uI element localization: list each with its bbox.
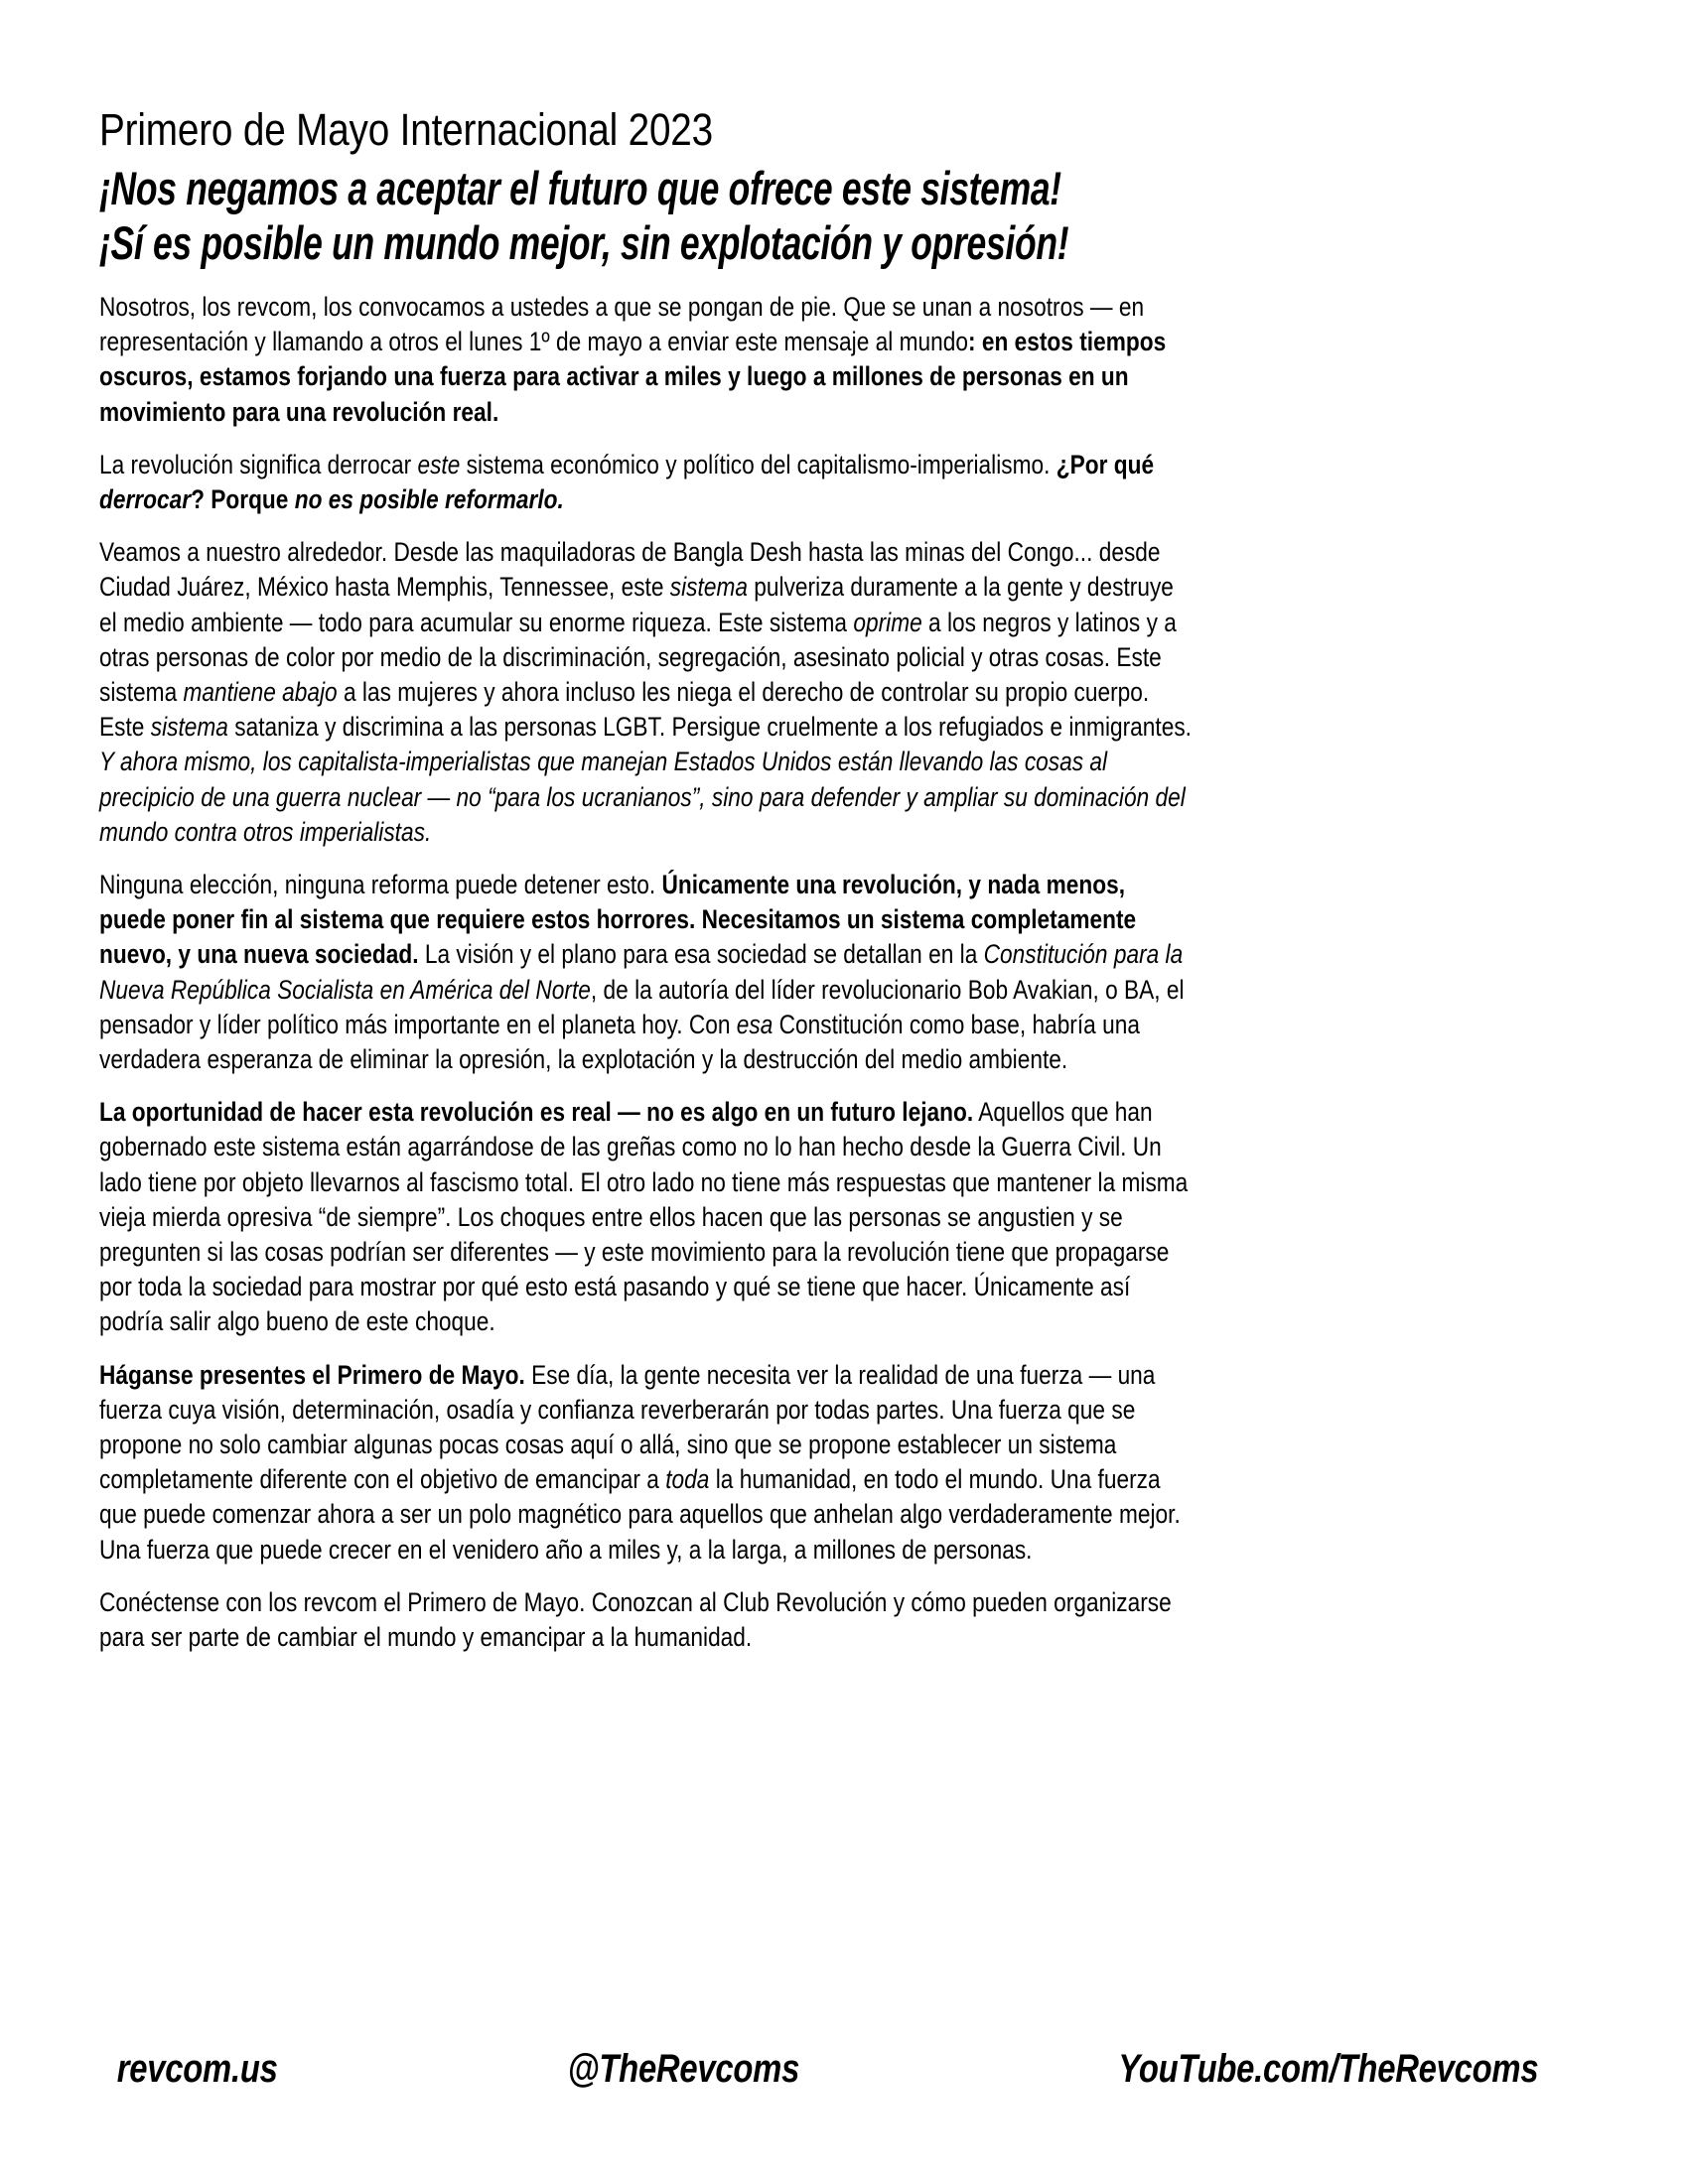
text-run-italic: esa (736, 1009, 774, 1039)
text-run-italic: sistema (150, 712, 228, 743)
footer-social-handle[interactable]: @TheRevcoms (568, 2047, 800, 2091)
text-run: la humanidad, en todo el mundo. Una fuerza que puede comenzar ahora a ser un polo magnético para aquellos que anhelan algo verdaderamente mejor. Una fuerza que puede crecer en el venidero año a miles y, a la larga, a millones de personas. (99, 1464, 1181, 1565)
document-content (99, 104, 1196, 1655)
text-run: Nosotros, los revcom, los convocamos a ustedes a que se pongan de pie. Que se unan a nosotros — en representación y llamando a otros el lunes 1º de mayo a enviar este mensaje al mundo (99, 291, 1145, 357)
text-run-bold-italic: derrocar (99, 483, 192, 514)
text-run: Aquellos que han gobernado este sistema están agarrándose de las greñas como no lo han hecho desde la Guerra Civil. Un lado tiene por objeto llevarnos al fascismo total. El otro lado no tiene más respuestas que mantener la misma vieja mierda opresiva “de siempre”. Los choques entre ellos hacen que las personas se angustien y se pregunten si las cosas podrían ser diferentes — y este movimiento para la revolución tiene que propagarse por toda la sociedad para mostrar por qué esto está pasando y qué se tiene que hacer. Únicamente así podría salir algo bueno de este choque. (99, 1097, 1189, 1337)
footer-youtube[interactable]: YouTube.com/TheRevcoms (1118, 2047, 1539, 2091)
text-run-bold: La oportunidad de hacer esta revolución es real — no es algo en un futuro lejano. (99, 1097, 974, 1128)
text-run-bold: : en estos tiempos oscuros, estamos forjando una fuerza para activar a miles y luego a millones de personas en un movimiento para una revolución real. (99, 327, 1167, 427)
text-run-italic: mantiene abajo (183, 676, 338, 707)
headline-line-1: ¡Nos negamos a aceptar el futuro que ofrece este sistema! (99, 161, 1061, 214)
text-run-italic: Y ahora mismo, los capitalista-imperialistas que manejan Estados Unidos están llevando las cosas al precipicio de una guerra nuclear — no “para los ucranianos”, sino para defender y ampliar su dominación del mundo contra otros imperialistas. (99, 747, 1186, 847)
footer (99, 2049, 1585, 2089)
text-run-italic: toda (665, 1464, 710, 1495)
text-run-bold: Únicamente una revolución, y nada menos, puede poner fin al sistema que requiere estos horrores. Necesitamos un sistema completamente nuevo, y una nueva sociedad. (99, 870, 1137, 970)
paragraph-no-election-reform (99, 868, 1196, 1077)
text-run-italic: sistema (669, 572, 748, 603)
paragraph-connect (99, 1585, 1196, 1655)
text-run-bold-italic: no es posible reformarlo. (294, 483, 564, 514)
kicker-heading: Primero de Mayo Internacional 2023 (99, 104, 714, 155)
text-run: La visión y el plano para esa sociedad se detallan en la (418, 939, 984, 970)
paragraph-revolution-meaning (99, 448, 1196, 517)
text-run: La revolución significa derrocar (99, 449, 418, 479)
text-run-bold: ? Porque (191, 483, 295, 514)
paragraph-call-to-action (99, 290, 1196, 430)
text-run: Ese día, la gente necesita ver la realidad de una fuerza — una fuerza cuya visión, determinación, osadía y confianza reverberarán por todas partes. Una fuerza que se propone no solo cambiar algunas pocas cosas aquí o allá, sino que se propone establecer un sistema completamente diferente con el objetivo de emancipar a (99, 1359, 1156, 1495)
text-run-italic: este (417, 449, 461, 479)
text-run: Constitución como base, habría una verdadera esperanza de eliminar la opresión, la explotación y la destrucción del medio ambiente. (99, 1009, 1140, 1075)
text-run: a los negros y latinos y a otras personas de color por medio de la discriminación, segregación, asesinato policial y otras cosas. Este sistema (99, 607, 1177, 707)
paragraph-be-present-may-day (99, 1358, 1196, 1568)
text-run: pulveriza duramente a la gente y destruye el medio ambiente — todo para acumular su enorme riqueza. Este sistema (99, 572, 1174, 637)
paragraph-look-around (99, 535, 1196, 850)
paragraph-opportunity (99, 1095, 1196, 1339)
text-run: Veamos a nuestro alrededor. Desde las maquiladoras de Bangla Desh hasta las minas del Congo... desde Ciudad Juárez, México hasta Memphis, Tennessee, este (99, 537, 1161, 603)
headline-block (99, 162, 1196, 270)
text-run: Conéctense con los revcom el Primero de Mayo. Conozcan al Club Revolución y cómo pueden organizarse para ser parte de cambiar el mundo y emancipar a la humanidad. (99, 1586, 1172, 1653)
footer-website[interactable]: revcom.us (116, 2047, 278, 2091)
text-run: a las mujeres y ahora incluso les niega el derecho de controlar su propio cuerpo. Este (99, 676, 1150, 743)
text-run-italic: oprime (853, 607, 922, 637)
text-run: sataniza y discrimina a las personas LGBT. Persigue cruelmente a los refugiados e inmigrantes. (227, 712, 1192, 743)
text-run-italic: Constitución para la Nueva República Socialista en América del Norte (99, 939, 1184, 1005)
text-run: Ninguna elección, ninguna reforma puede detener esto. (99, 870, 662, 899)
text-run: , de la autoría del líder revolucionario Bob Avakian, o BA, el pensador y líder político más importante en el planeta hoy. Con (99, 974, 1185, 1039)
text-run-bold: Háganse presentes el Primero de Mayo. (99, 1359, 525, 1390)
headline-line-2: ¡Sí es posible un mundo mejor, sin explotación y opresión! (99, 216, 1069, 270)
text-run-bold: ¿Por qué (1055, 449, 1155, 479)
text-run: sistema económico y político del capitalismo-imperialismo. (460, 449, 1056, 479)
